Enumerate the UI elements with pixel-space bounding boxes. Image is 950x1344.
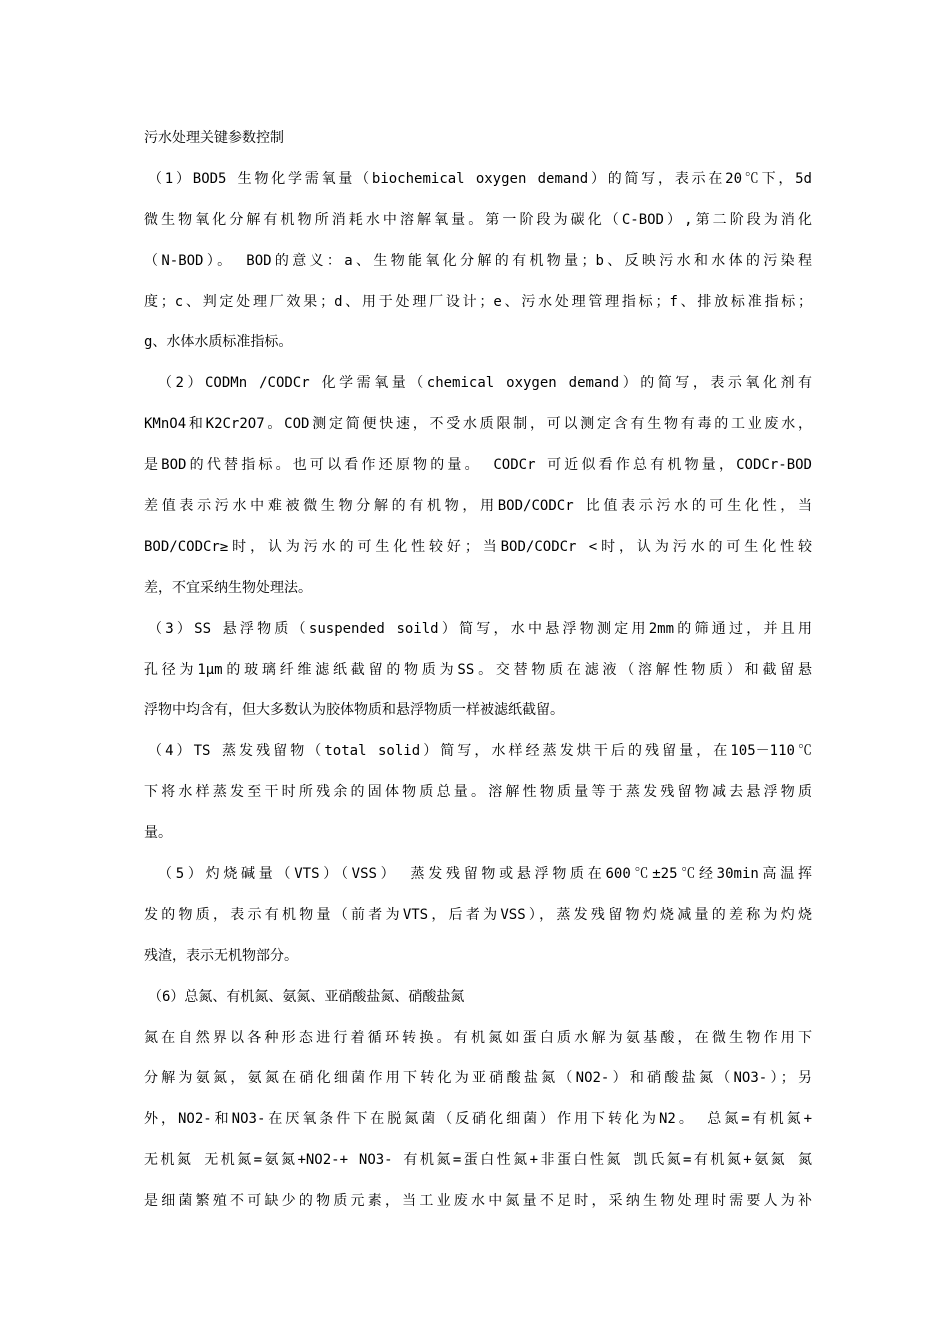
paragraph-6-line-2: 分解为氨氮，氨氮在硝化细菌作用下转化为亚硝酸盐氮（NO2-）和硝酸盐氮（NO3-）；另 xyxy=(144,1070,812,1087)
paragraph-2-line-2: KMnO4和K2Cr2O7。COD测定简便快速，不受水质限制，可以测定含有生物有毒的工业废水， xyxy=(144,416,812,433)
paragraph-1-line-5: g、水体水质标准指标。 xyxy=(144,334,293,351)
paragraph-3-line-2: 孔径为1μm的玻璃纤维滤纸截留的物质为SS。交替物质在滤液（溶解性物质）和截留悬 xyxy=(144,661,812,678)
paragraph-6-line-4: 无机氮 无机氮=氨氮+NO2-+ NO3- 有机氮=蛋白性氮+非蛋白性氮 凯氏氮=有机氮+氨氮 氮 xyxy=(144,1152,812,1169)
paragraph-5-line-3: 残渣，表示无机物部分。 xyxy=(144,947,298,964)
paragraph-5-line-2: 发的物质，表示有机物量（前者为VTS，后者为VSS），蒸发残留物灼烧减量的差称为灼烧 xyxy=(144,906,812,923)
paragraph-4-line-1: （4）TS 蒸发残留物（total solid）简写，水样经蒸发烘干后的残留量，在105－110℃ xyxy=(148,743,812,760)
paragraph-4-line-3: 量。 xyxy=(144,825,172,842)
paragraph-1-line-4: 度；c、判定处理厂效果；d、用于处理厂设计；e、污水处理管理指标；f、排放标准指标； xyxy=(144,293,812,310)
paragraph-5-line-1: （5）灼烧碱量（VTS）（VSS） 蒸发残留物或悬浮物质在600℃±25℃经30min高温挥 xyxy=(158,866,812,883)
paragraph-2-line-4: 差值表示污水中难被微生物分解的有机物，用BOD/CODCr 比值表示污水的可生化性，当 xyxy=(144,498,812,515)
paragraph-2-line-5: BOD/CODCr≥时，认为污水的可生化性较好；当BOD/CODCr <时，认为污水的可生化性较 xyxy=(144,538,812,555)
paragraph-6-line-5: 是细菌繁殖不可缺少的物质元素，当工业废水中氮量不足时，采纳生物处理时需要人为补 xyxy=(144,1193,812,1210)
paragraph-3-line-1: （3）SS 悬浮物质（suspended soild）简写，水中悬浮物测定用2mm的筛通过，并且用 xyxy=(148,620,812,637)
paragraph-2-line-3: 是BOD的代替指标。也可以看作还原物的量。 CODCr 可近似看作总有机物量，CODCr-BOD xyxy=(144,457,812,474)
paragraph-1-line-2: 微生物氧化分解有机物所消耗水中溶解氧量。第一阶段为碳化（C-BOD）,第二阶段为消化 xyxy=(144,211,812,228)
paragraph-2-line-6: 差，不宜采纳生物处理法。 xyxy=(144,579,312,596)
section-6-heading: （6）总氮、有机氮、氨氮、亚硝酸盐氮、硝酸盐氮 xyxy=(148,988,465,1005)
paragraph-6-line-3: 外，NO2-和NO3-在厌氧条件下在脱氮菌（反硝化细菌）作用下转化为N2。 总氮=有机氮+ xyxy=(144,1111,812,1128)
paragraph-3-line-3: 浮物中均含有，但大多数认为胶体物质和悬浮物质一样被滤纸截留。 xyxy=(144,702,564,719)
paragraph-1-line-3: （N-BOD）。 BOD的意义：a、生物能氧化分解的有机物量；b、反映污水和水体的污染程 xyxy=(144,252,812,269)
paragraph-1-line-1: （1）BOD5 生物化学需氧量（biochemical oxygen demand）的简写，表示在20℃下，5d xyxy=(148,170,812,187)
paragraph-2-line-1: （2）CODMn /CODCr 化学需氧量（chemical oxygen demand）的简写，表示氧化剂有 xyxy=(158,375,812,392)
paragraph-4-line-2: 下将水样蒸发至干时所残余的固体物质总量。溶解性物质量等于蒸发残留物减去悬浮物质 xyxy=(144,784,812,801)
document-body xyxy=(144,118,812,1222)
paragraph-6-line-1: 氮在自然界以各种形态进行着循环转换。有机氮如蛋白质水解为氨基酸，在微生物作用下 xyxy=(144,1029,812,1046)
document-title: 污水处理关键参数控制 xyxy=(144,130,284,146)
